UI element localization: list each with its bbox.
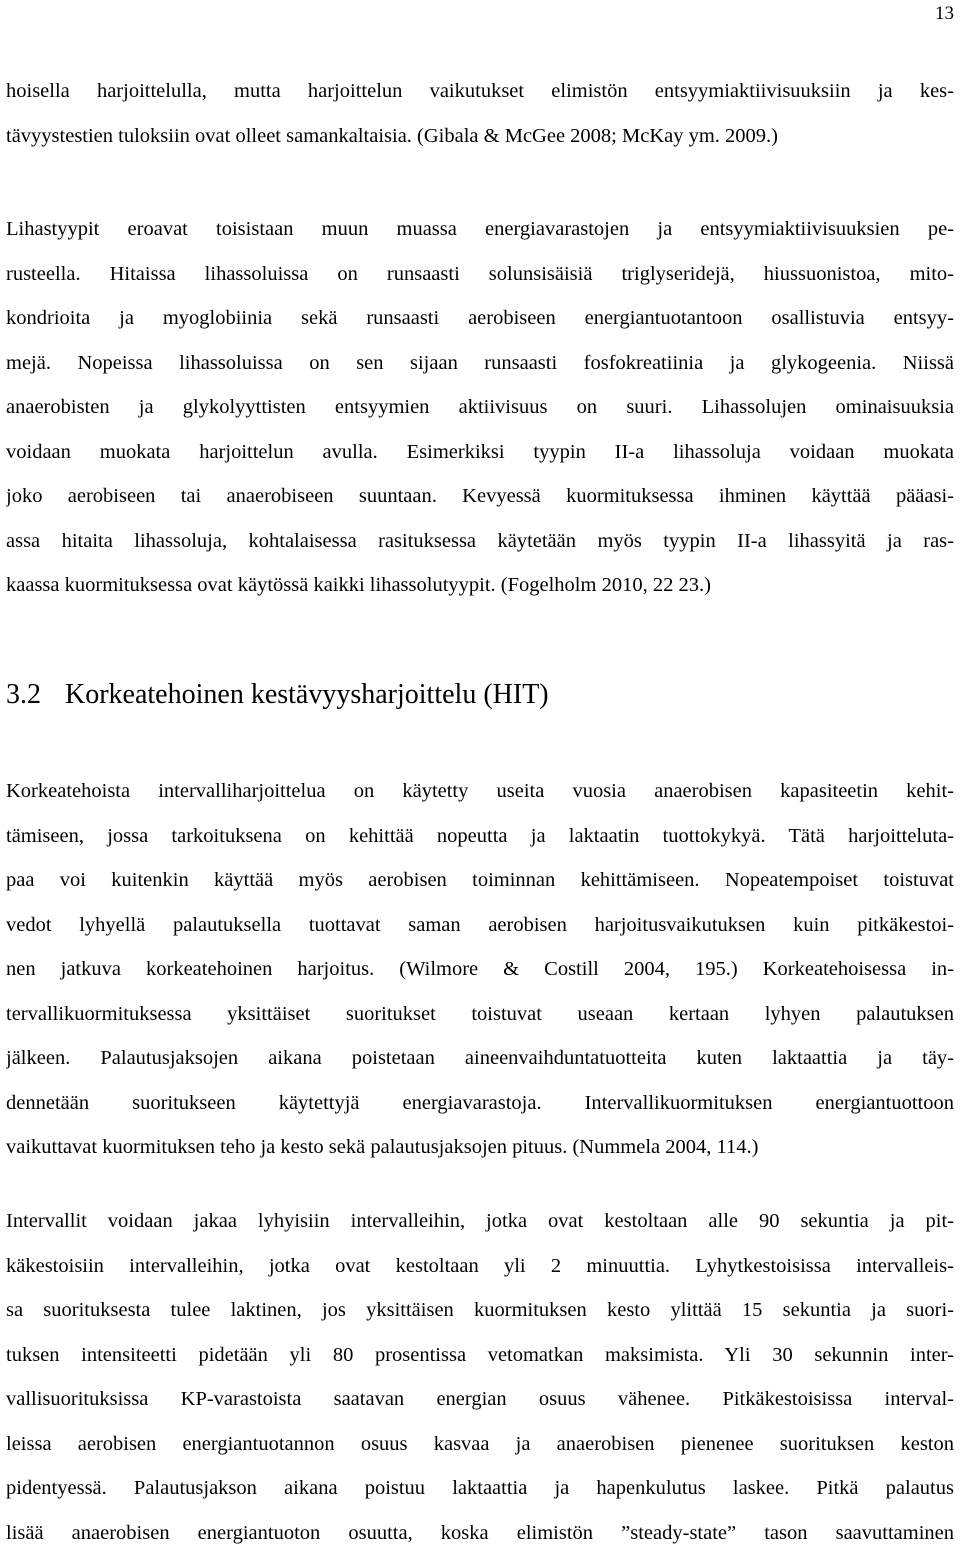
text-line: mejä. Nopeissa lihassoluissa on sen sijaan runsaasti fosfokreatiinia ja glykogeenia. Niissä (6, 341, 954, 386)
text-line: tervallikuormituksessa yksittäiset suoritukset toistuvat useaan kertaan lyhyen palautuksen (6, 992, 954, 1037)
text-line: hoisella harjoittelulla, mutta harjoittelun vaikutukset elimistön entsyymiaktiivisuuksiin ja kes- (6, 69, 954, 114)
section-heading (6, 670, 549, 720)
text-line: rusteella. Hitaissa lihassoluissa on runsaasti solunsisäisiä triglyseridejä, hiussuonistoa, mito- (6, 252, 954, 297)
text-line: vedot lyhyellä palautuksella tuottavat saman aerobisen harjoitusvaikutuksen kuin pitkäkestoi- (6, 903, 954, 948)
text-line: voidaan muokata harjoittelun avulla. Esimerkiksi tyypin II-a lihassoluja voidaan muokata (6, 430, 954, 475)
text-line: käkestoisiin intervalleihin, jotka ovat kestoltaan yli 2 minuuttia. Lyhytkestoisissa intervalleis- (6, 1244, 954, 1289)
text-line: sa suorituksesta tulee laktinen, jos yksittäisen kuormituksen kesto ylittää 15 sekuntia ja suori- (6, 1288, 954, 1333)
paragraph-4 (6, 1199, 954, 1555)
text-line: paa voi kuitenkin käyttää myös aerobisen toiminnan kehittämiseen. Nopeatempoiset toistuvat (6, 858, 954, 903)
paragraph-2 (6, 207, 954, 608)
text-line: nen jatkuva korkeatehoinen harjoitus. (Wilmore & Costill 2004, 195.) Korkeatehoisessa in- (6, 947, 954, 992)
text-line: pidentyessä. Palautusjakson aikana poistuu laktaattia ja hapenkulutus laskee. Pitkä palautus (6, 1466, 954, 1511)
text-line: leissa aerobisen energiantuotannon osuus kasvaa ja anaerobisen pienenee suorituksen keston (6, 1422, 954, 1467)
text-line: tuksen intensiteetti pidetään yli 80 prosentissa vetomatkan maksimista. Yli 30 sekunnin inter- (6, 1333, 954, 1378)
text-line: anaerobisten ja glykolyyttisten entsyymien aktiivisuus on suuri. Lihassolujen ominaisuuksia (6, 385, 954, 430)
text-line: Lihastyypit eroavat toisistaan muun muassa energiavarastojen ja entsyymiaktiivisuuksien pe- (6, 207, 954, 252)
page-number: 13 (935, 4, 954, 24)
text-line: dennetään suoritukseen käytettyjä energiavarastoja. Intervallikuormituksen energiantuottoon (6, 1081, 954, 1126)
text-line: tävyystestien tuloksiin ovat olleet samankaltaisia. (Gibala & McGee 2008; McKay ym. 2009.) (6, 114, 954, 159)
paragraph-1 (6, 69, 954, 158)
section-number: 3.2 (6, 670, 65, 720)
text-line: kondrioita ja myoglobiinia sekä runsaasti aerobiseen energiantuotantoon osallistuvia entsyy- (6, 296, 954, 341)
text-line: Intervallit voidaan jakaa lyhyisiin intervalleihin, jotka ovat kestoltaan alle 90 sekuntia ja pit- (6, 1199, 954, 1244)
section-title: Korkeatehoinen kestävyysharjoittelu (HIT) (65, 679, 549, 710)
paragraph-3 (6, 769, 954, 1170)
text-line: assa hitaita lihassoluja, kohtalaisessa rasituksessa käytetään myös tyypin II-a lihassyitä ja ras- (6, 519, 954, 564)
text-line: jälkeen. Palautusjaksojen aikana poistetaan aineenvaihduntatuotteita kuten laktaattia ja täy- (6, 1036, 954, 1081)
text-line: joko aerobiseen tai anaerobiseen suuntaan. Kevyessä kuormituksessa ihminen käyttää pääasi- (6, 474, 954, 519)
text-line: Korkeatehoista intervalliharjoittelua on käytetty useita vuosia anaerobisen kapasiteetin kehit- (6, 769, 954, 814)
text-line: vaikuttavat kuormituksen teho ja kesto sekä palautusjaksojen pituus. (Nummela 2004, 114.) (6, 1125, 954, 1170)
text-line: vallisuorituksissa KP-varastoista saatavan energian osuus vähenee. Pitkäkestoisissa interval- (6, 1377, 954, 1422)
text-line: lisää anaerobisen energiantuoton osuutta, koska elimistön ”steady-state” tason saavuttaminen (6, 1511, 954, 1555)
text-line: tämiseen, jossa tarkoituksena on kehittää nopeutta ja laktaatin tuottokykyä. Tätä harjoitteluta- (6, 814, 954, 859)
text-line: kaassa kuormituksessa ovat käytössä kaikki lihassolutyypit. (Fogelholm 2010, 22 23.) (6, 563, 954, 608)
